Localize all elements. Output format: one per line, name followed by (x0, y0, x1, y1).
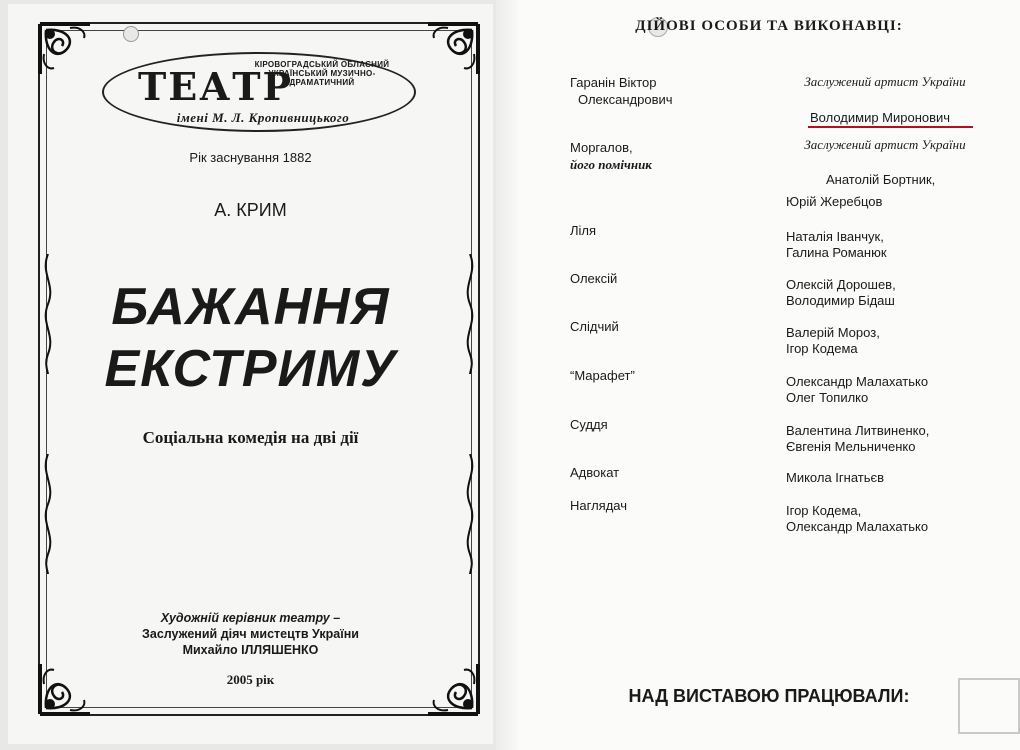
highlight-underline (808, 126, 973, 128)
crew-heading: НАД ВИСТАВОЮ ПРАЦЮВАЛИ: (628, 686, 910, 706)
role-name: Олександрович (578, 92, 673, 107)
actor-name: Ігор Кодема, (786, 503, 862, 518)
role-name: Моргалов, (570, 140, 633, 155)
role-description: його помічник (570, 157, 652, 172)
actor-name: Олег Топилко (786, 390, 869, 405)
ornament-corner-icon (424, 20, 482, 78)
role-garanin (570, 74, 673, 108)
actor-name: Валентина Литвиненко, (786, 423, 930, 438)
actor-name: Олександр Малахатько (786, 374, 929, 389)
actor-name: Олександр Малахатько (786, 519, 929, 534)
logo-word: ТЕАТР (138, 64, 294, 109)
punch-hole (123, 26, 139, 42)
founded-year: Рік заснування 1882 (189, 150, 312, 165)
artistic-director (8, 610, 493, 658)
director-line-2: Заслужений діяч мистецтв України (142, 627, 359, 641)
ornament-scroll-icon (460, 454, 480, 574)
actor-name: Наталія Іванчук, (786, 229, 884, 244)
director-line-1: Художній керівник театру – (160, 611, 341, 625)
role-nahliadach: Наглядач (570, 498, 628, 513)
logo-subtitle: КІРОВОГРАДСЬКИЙ ОБЛАСНИЙ УКРАЇНСЬКИЙ МУЗИЧНО-ДРАМАТИЧНИЙ (254, 60, 390, 87)
actor-name: Євгенія Мельниченко (786, 439, 916, 454)
author: А. КРИМ (214, 200, 287, 220)
role-suddia: Суддя (570, 417, 608, 432)
actor-name: Галина Романюк (786, 245, 887, 260)
play-subtitle: Соціальна комедія на дві дії (142, 428, 359, 447)
logo-name: імені М. Л. Кропивницького (176, 110, 350, 125)
cast-heading: ДІЙОВІ ОСОБИ ТА ВИКОНАВЦІ: (635, 18, 903, 34)
actor-name: Ігор Кодема (786, 341, 858, 356)
role-slidchyi: Слідчий (570, 319, 619, 334)
role-lilia: Ліля (570, 223, 597, 238)
actor-name: Микола Ігнатьєв (786, 470, 885, 485)
role-advokat: Адвокат (570, 465, 620, 480)
actor-name: Володимир Бідаш (786, 293, 895, 308)
actor-name: Олексій Дорошев, (786, 277, 896, 292)
ornament-corner-icon (36, 20, 94, 78)
actor-name: Юрій Жеребцов (786, 194, 883, 209)
cover-page (8, 4, 493, 744)
role-morgalov (570, 139, 652, 173)
actor-name: Валерій Мороз, (786, 325, 880, 340)
actor-name: Володимир Миронович (810, 110, 951, 125)
play-title-line-2: ЕКСТРИМУ (104, 340, 397, 398)
play-title-line-1: БАЖАННЯ (111, 278, 390, 336)
director-line-3: Михайло ІЛЛЯШЕНКО (182, 643, 319, 657)
actor-name: Анатолій Бортник, (826, 172, 936, 187)
ornament-corner-icon (36, 660, 94, 718)
role-marafet: “Марафет” (570, 368, 635, 383)
cast-page (518, 0, 1020, 750)
play-title (8, 276, 493, 400)
ornament-scroll-icon (38, 454, 58, 574)
ornament-corner-icon (424, 660, 482, 718)
role-name: Гаранін Віктор (570, 75, 657, 90)
honor-title: Заслужений артист України (804, 137, 966, 152)
role-oleksii: Олексій (570, 271, 618, 286)
honor-title: Заслужений артист України (804, 74, 966, 89)
stamp-mark (958, 678, 1020, 734)
page-fold (496, 0, 518, 750)
season-year: 2005 рік (226, 672, 275, 687)
